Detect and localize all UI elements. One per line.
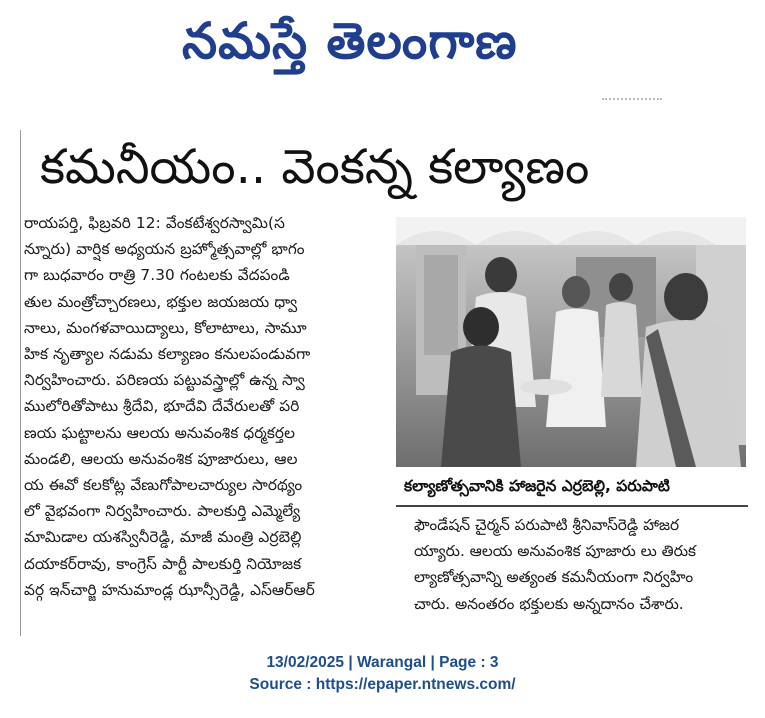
article-line: నిర్వహించారు. పరిణయ పట్టువస్త్రాల్లో ఉన్న స్వా (24, 371, 305, 390)
footer (0, 652, 765, 696)
column-rule (20, 130, 21, 636)
article-line: ములోరితోపాటు శ్రీదేవి, భూదేవి దేవేరులతో పరి (24, 397, 300, 416)
caption-divider (396, 505, 748, 507)
source-link[interactable]: Source : https://epaper.ntnews.com/ (249, 676, 516, 693)
article-line: ణయ ఘట్టాలను ఆలయ అనువంశిక ధర్మకర్తల (24, 423, 296, 442)
article-line: య ఈవో కలకోట్ల వేణుగోపాలచార్యుల సారథ్యం (24, 476, 303, 495)
article-line: ల్యాణోత్సవాన్ని అత్యంత కమనీయంగా నిర్వహిం (414, 568, 694, 587)
article-line: మామిడాల యశస్వినీరెడ్డి, మాజీ మంత్రి ఎర్రబెల్లి (24, 528, 302, 547)
article-line: లో వైభవంగా నిర్వహించారు. పాలకుర్తి ఎమ్మెల్యే (24, 502, 301, 521)
article-line: రాయపర్తి, ఫిబ్రవరి 12: వేంకటేశ్వరస్వామి(స (24, 214, 285, 232)
headline: కమనీయం.. వెంకన్న కల్యాణం (40, 139, 590, 195)
article-line: య్యారు. ఆలయ అనువంశిక పూజారు లు తిరుక (414, 542, 696, 561)
article-line: ఫౌండేషన్ చైర్మన్ పరుపాటి శ్రీనివాస్‌రెడ్డి హాజర (414, 516, 680, 534)
article-line: చారు. అనంతరం భక్తులకు అన్నదానం చేశారు. (414, 594, 684, 613)
article-line: వర్గ ఇన్‌చార్జి హనుమాండ్ల ఝాన్సీరెడ్డి, ఎస్ఆర్ఆర్ (24, 580, 315, 599)
article-body (24, 210, 392, 603)
article-line: మండలి, ఆలయ అనువంశిక పూజారులు, ఆల (24, 449, 298, 468)
article-line: గా బుధవారం రాత్రి 7.30 గంటలకు వేదపండి (24, 266, 290, 285)
article-line: న్నూరు) వార్షిక అధ్యయన బ్రహ్మోత్సవాల్లో భాగం (24, 240, 305, 259)
photo-illustration (396, 217, 746, 467)
article-line: హిక నృత్యాల నడుమ కల్యాణం కనులపండువగా (24, 345, 311, 364)
article-line: నాలు, మంగళవాయిద్యాలు, కోలాటాలు, సామూ (24, 318, 307, 337)
article-line: తుల మంత్రోచ్చారణలు, భక్తుల జయజయ ధ్వా (24, 292, 298, 311)
date-edition-page: 13/02/2025 | Warangal | Page : 3 (266, 654, 499, 671)
article-continuation (414, 512, 744, 617)
masthead (0, 0, 765, 88)
corner-marks (602, 98, 662, 104)
newspaper-logo: నమస్తే తెలంగాణ (182, 12, 518, 70)
article-line: దయాకర్‌రావు, కాంగ్రెస్ పార్టీ పాలకుర్తి నియోజక (24, 554, 302, 573)
news-photo (396, 217, 746, 467)
photo-caption: కల్యాణోత్సవానికి హాజరైన ఎర్రబెల్లి, పరుపాటి (404, 477, 670, 495)
